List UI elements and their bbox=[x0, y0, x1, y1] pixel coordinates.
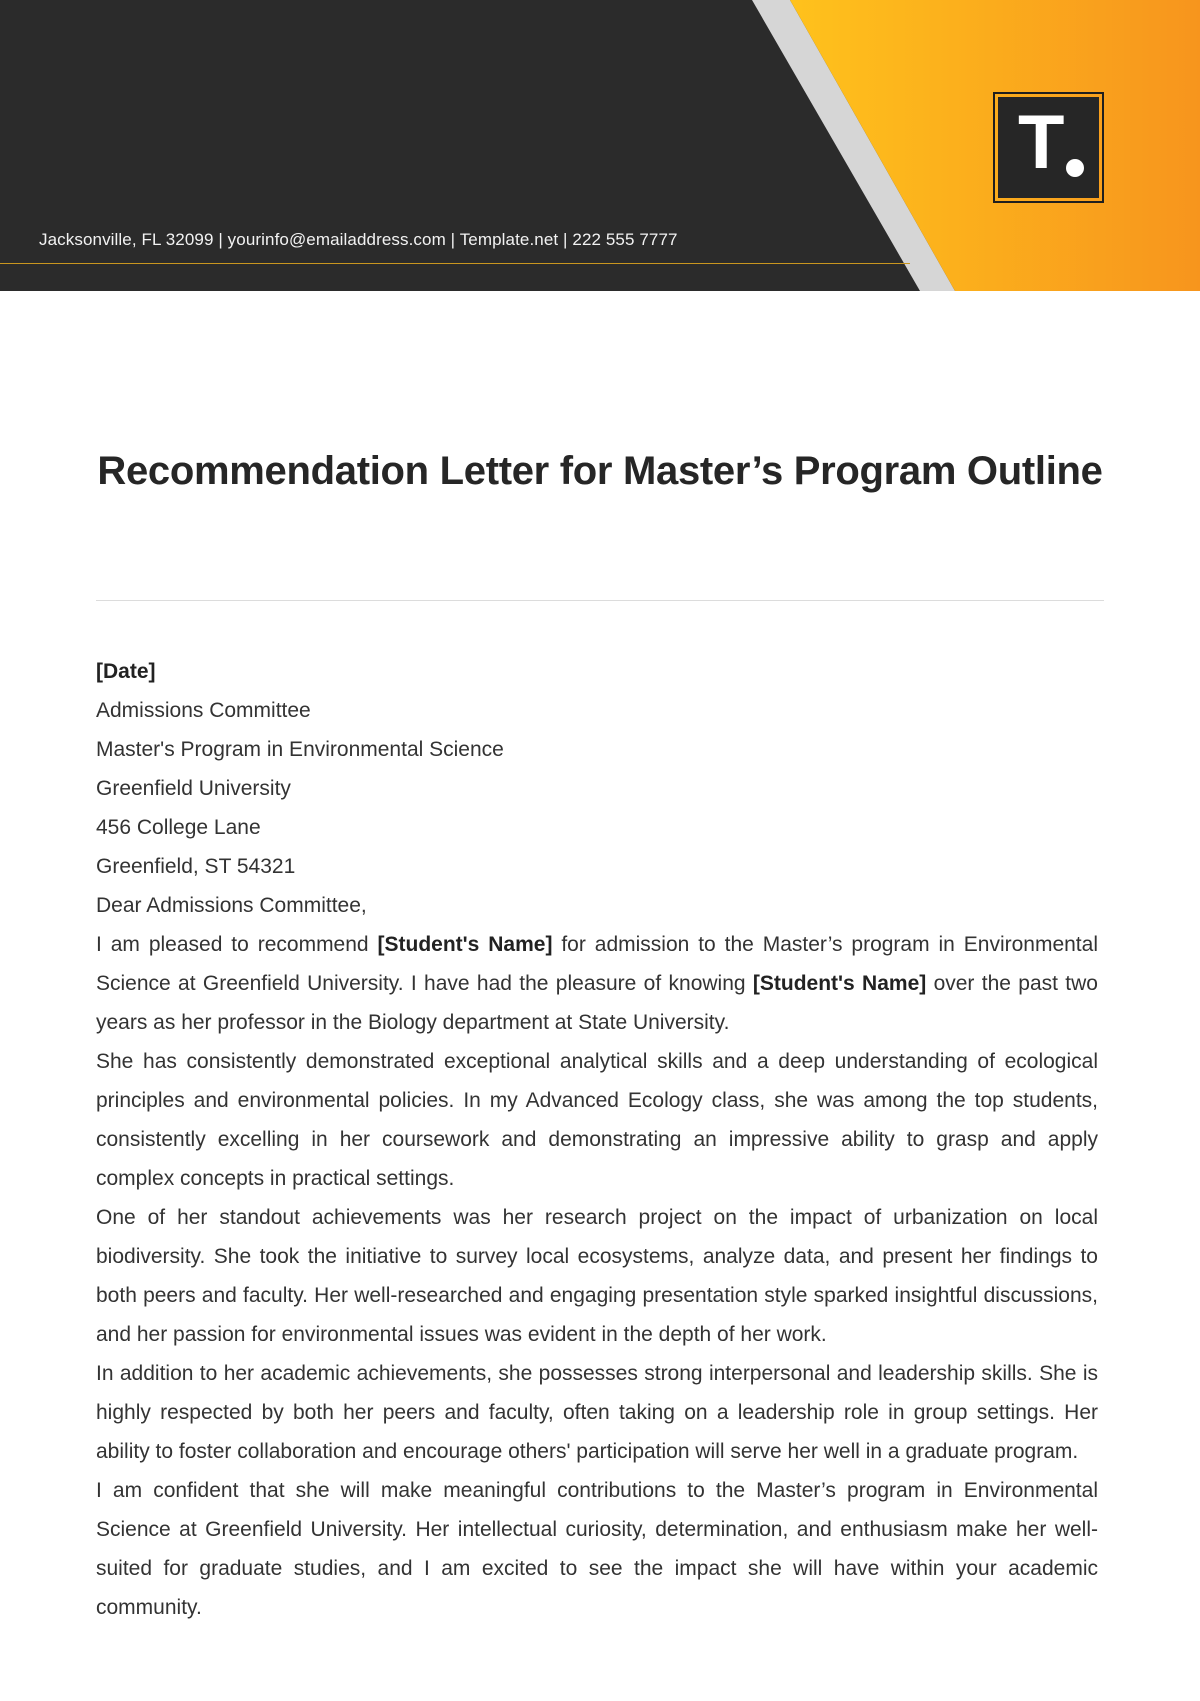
paragraph-leadership: In addition to her academic achievements, she possesses strong interpersonal and leadership skills. She is highly respected by both her peers and faculty, often taking on a leadership role in group settings. Her ability to foster collaboration and encourage others' participation will serve her well in a graduate program. bbox=[96, 1362, 1098, 1463]
recipient-line: Greenfield, ST 54321 bbox=[96, 855, 296, 878]
recipient-line: Master's Program in Environmental Science bbox=[96, 738, 504, 761]
logo-badge bbox=[998, 97, 1099, 198]
letter-body bbox=[96, 652, 1098, 1627]
header-rule bbox=[0, 263, 910, 264]
logo bbox=[993, 92, 1104, 203]
paragraph-confidence: I am confident that she will make meaningful contributions to the Master’s program in Environmental Science at Greenfield University. Her intellectual curiosity, determination, and enthusiasm make her well-suited for graduate studies, and I am excited to see the impact she will have within your academic community. bbox=[96, 1479, 1098, 1619]
recipient-line: Greenfield University bbox=[96, 777, 291, 800]
logo-letter: T bbox=[1018, 100, 1065, 185]
student-name-placeholder: [Student's Name] bbox=[752, 972, 927, 995]
salutation: Dear Admissions Committee, bbox=[96, 894, 367, 917]
title-divider bbox=[96, 600, 1104, 601]
document-title: Recommendation Letter for Master’s Program Outline bbox=[97, 449, 1103, 493]
recipient-line: 456 College Lane bbox=[96, 816, 261, 839]
letter-date: [Date] bbox=[96, 660, 156, 683]
logo-dot bbox=[1066, 159, 1084, 177]
paragraph-skills: She has consistently demonstrated exceptional analytical skills and a deep understanding of ecological principles and environmental policies. In my Advanced Ecology class, she was among the top students, consistently excelling in her coursework and demonstrating an impressive ability to grasp and apply complex concepts in practical settings. bbox=[96, 1050, 1098, 1190]
paragraph-research: One of her standout achievements was her research project on the impact of urbanization on local biodiversity. She took the initiative to survey local ecosystems, analyze data, and present her findings to both peers and faculty. Her well-researched and engaging presentation style sparked insightful discussions, and her passion for environmental issues was evident in the depth of her work. bbox=[96, 1206, 1098, 1346]
contact-info: Jacksonville, FL 32099 | yourinfo@emailaddress.com | Template.net | 222 555 7777 bbox=[39, 230, 678, 249]
student-name-placeholder: [Student's Name] bbox=[377, 933, 553, 956]
recipient-line: Admissions Committee bbox=[96, 699, 311, 722]
paragraph-introduction: I am pleased to recommend [Student's Name] for admission to the Master’s program in Environmental Science at Greenfield University. I have had the pleasure of knowing [Student's Name] over the past two years as her professor in the Biology department at State University. bbox=[96, 933, 1098, 1034]
header-banner bbox=[0, 0, 1200, 291]
